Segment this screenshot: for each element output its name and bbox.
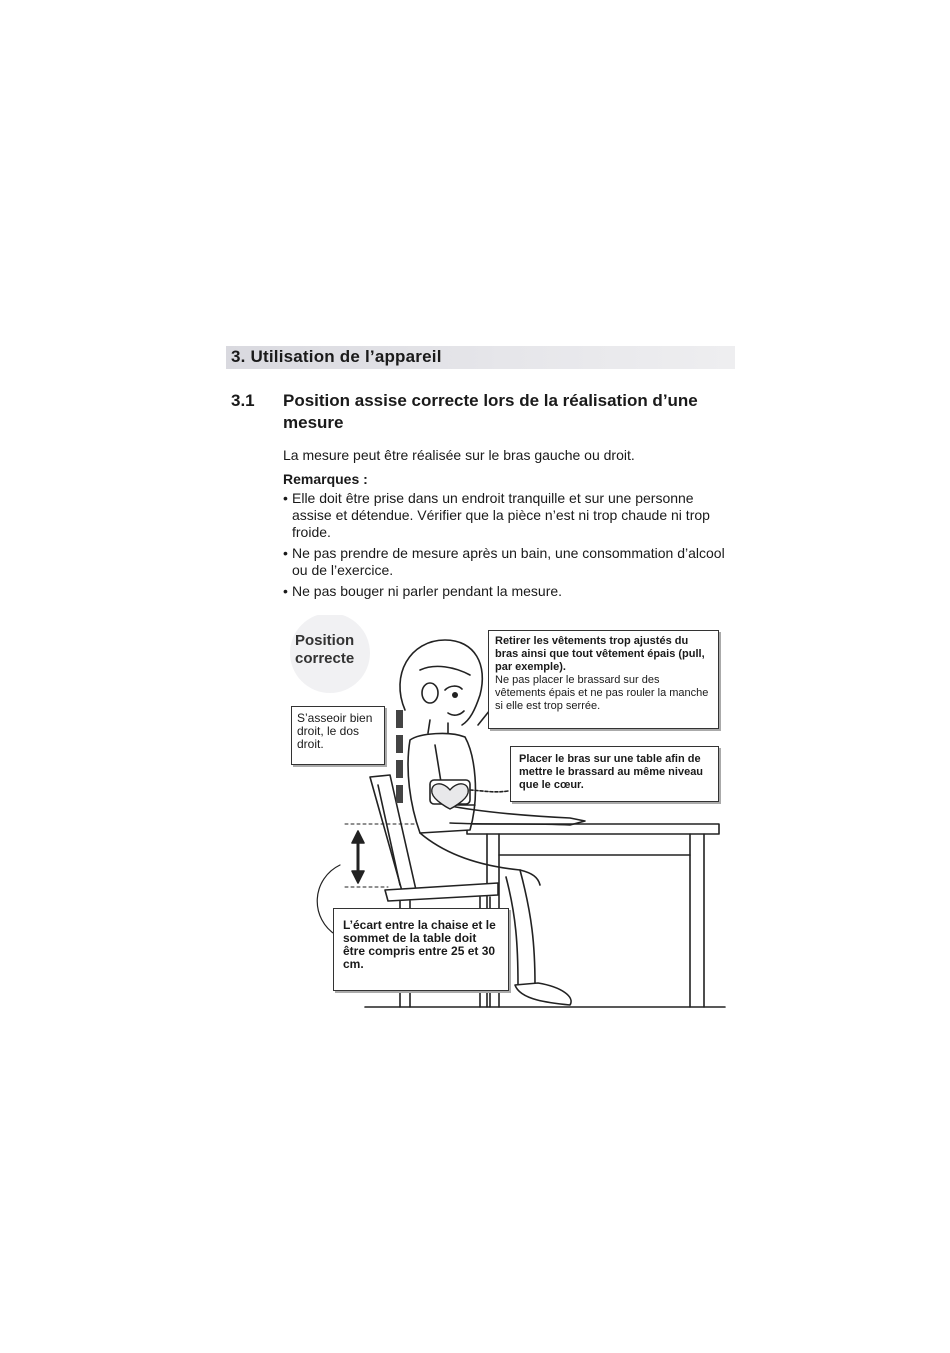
callout-asseoir-text: S’asseoir bien droit, le dos droit. xyxy=(297,711,373,751)
remark-item: • Ne pas bouger ni parler pendant la mesure. xyxy=(283,583,733,600)
callout-bras-text: Placer le bras sur une table afin de mettre le brassard au même niveau que le cœur. xyxy=(519,753,704,791)
subsection-title: Position assise correcte lors de la réalisation d’une mesure xyxy=(283,391,698,432)
remark-item: • Elle doit être prise dans un endroit tranquille et sur une personne assise et détendue. Vérifier que la pièce n’est ni trop chaude ni trop froide. xyxy=(283,490,733,541)
section-title xyxy=(231,346,442,368)
remark-item: • Ne pas prendre de mesure après un bain, une consommation d’alcool ou de l’exercice. xyxy=(283,545,733,579)
back-posture-markers xyxy=(396,710,403,803)
position-correcte-label: Position correcte xyxy=(295,632,355,667)
section-number: 3. xyxy=(231,347,246,366)
callout-ecart xyxy=(333,908,509,991)
section-title-text: Utilisation de l’appareil xyxy=(250,347,442,366)
callout-vetements xyxy=(488,630,719,729)
remarks-list xyxy=(283,490,733,604)
callout-asseoir xyxy=(291,706,385,765)
callout-vetements-regular: Ne pas placer le brassard sur des vêtements épais et ne pas rouler la manche si elle est trop serrée. xyxy=(495,674,709,712)
subsection-number: 3.1 xyxy=(231,391,255,410)
callout-vetements-bold: Retirer les vêtements trop ajustés du bras ainsi que tout vêtement épais (pull, par exemple). xyxy=(495,635,705,673)
remarks-heading: Remarques : xyxy=(283,471,368,487)
intro-text: La mesure peut être réalisée sur le bras gauche ou droit. xyxy=(283,447,635,463)
callout-bras xyxy=(510,746,719,802)
callout-ecart-text: L’écart entre la chaise et le sommet de la table doit être compris entre 25 et 30 cm. xyxy=(343,918,496,971)
